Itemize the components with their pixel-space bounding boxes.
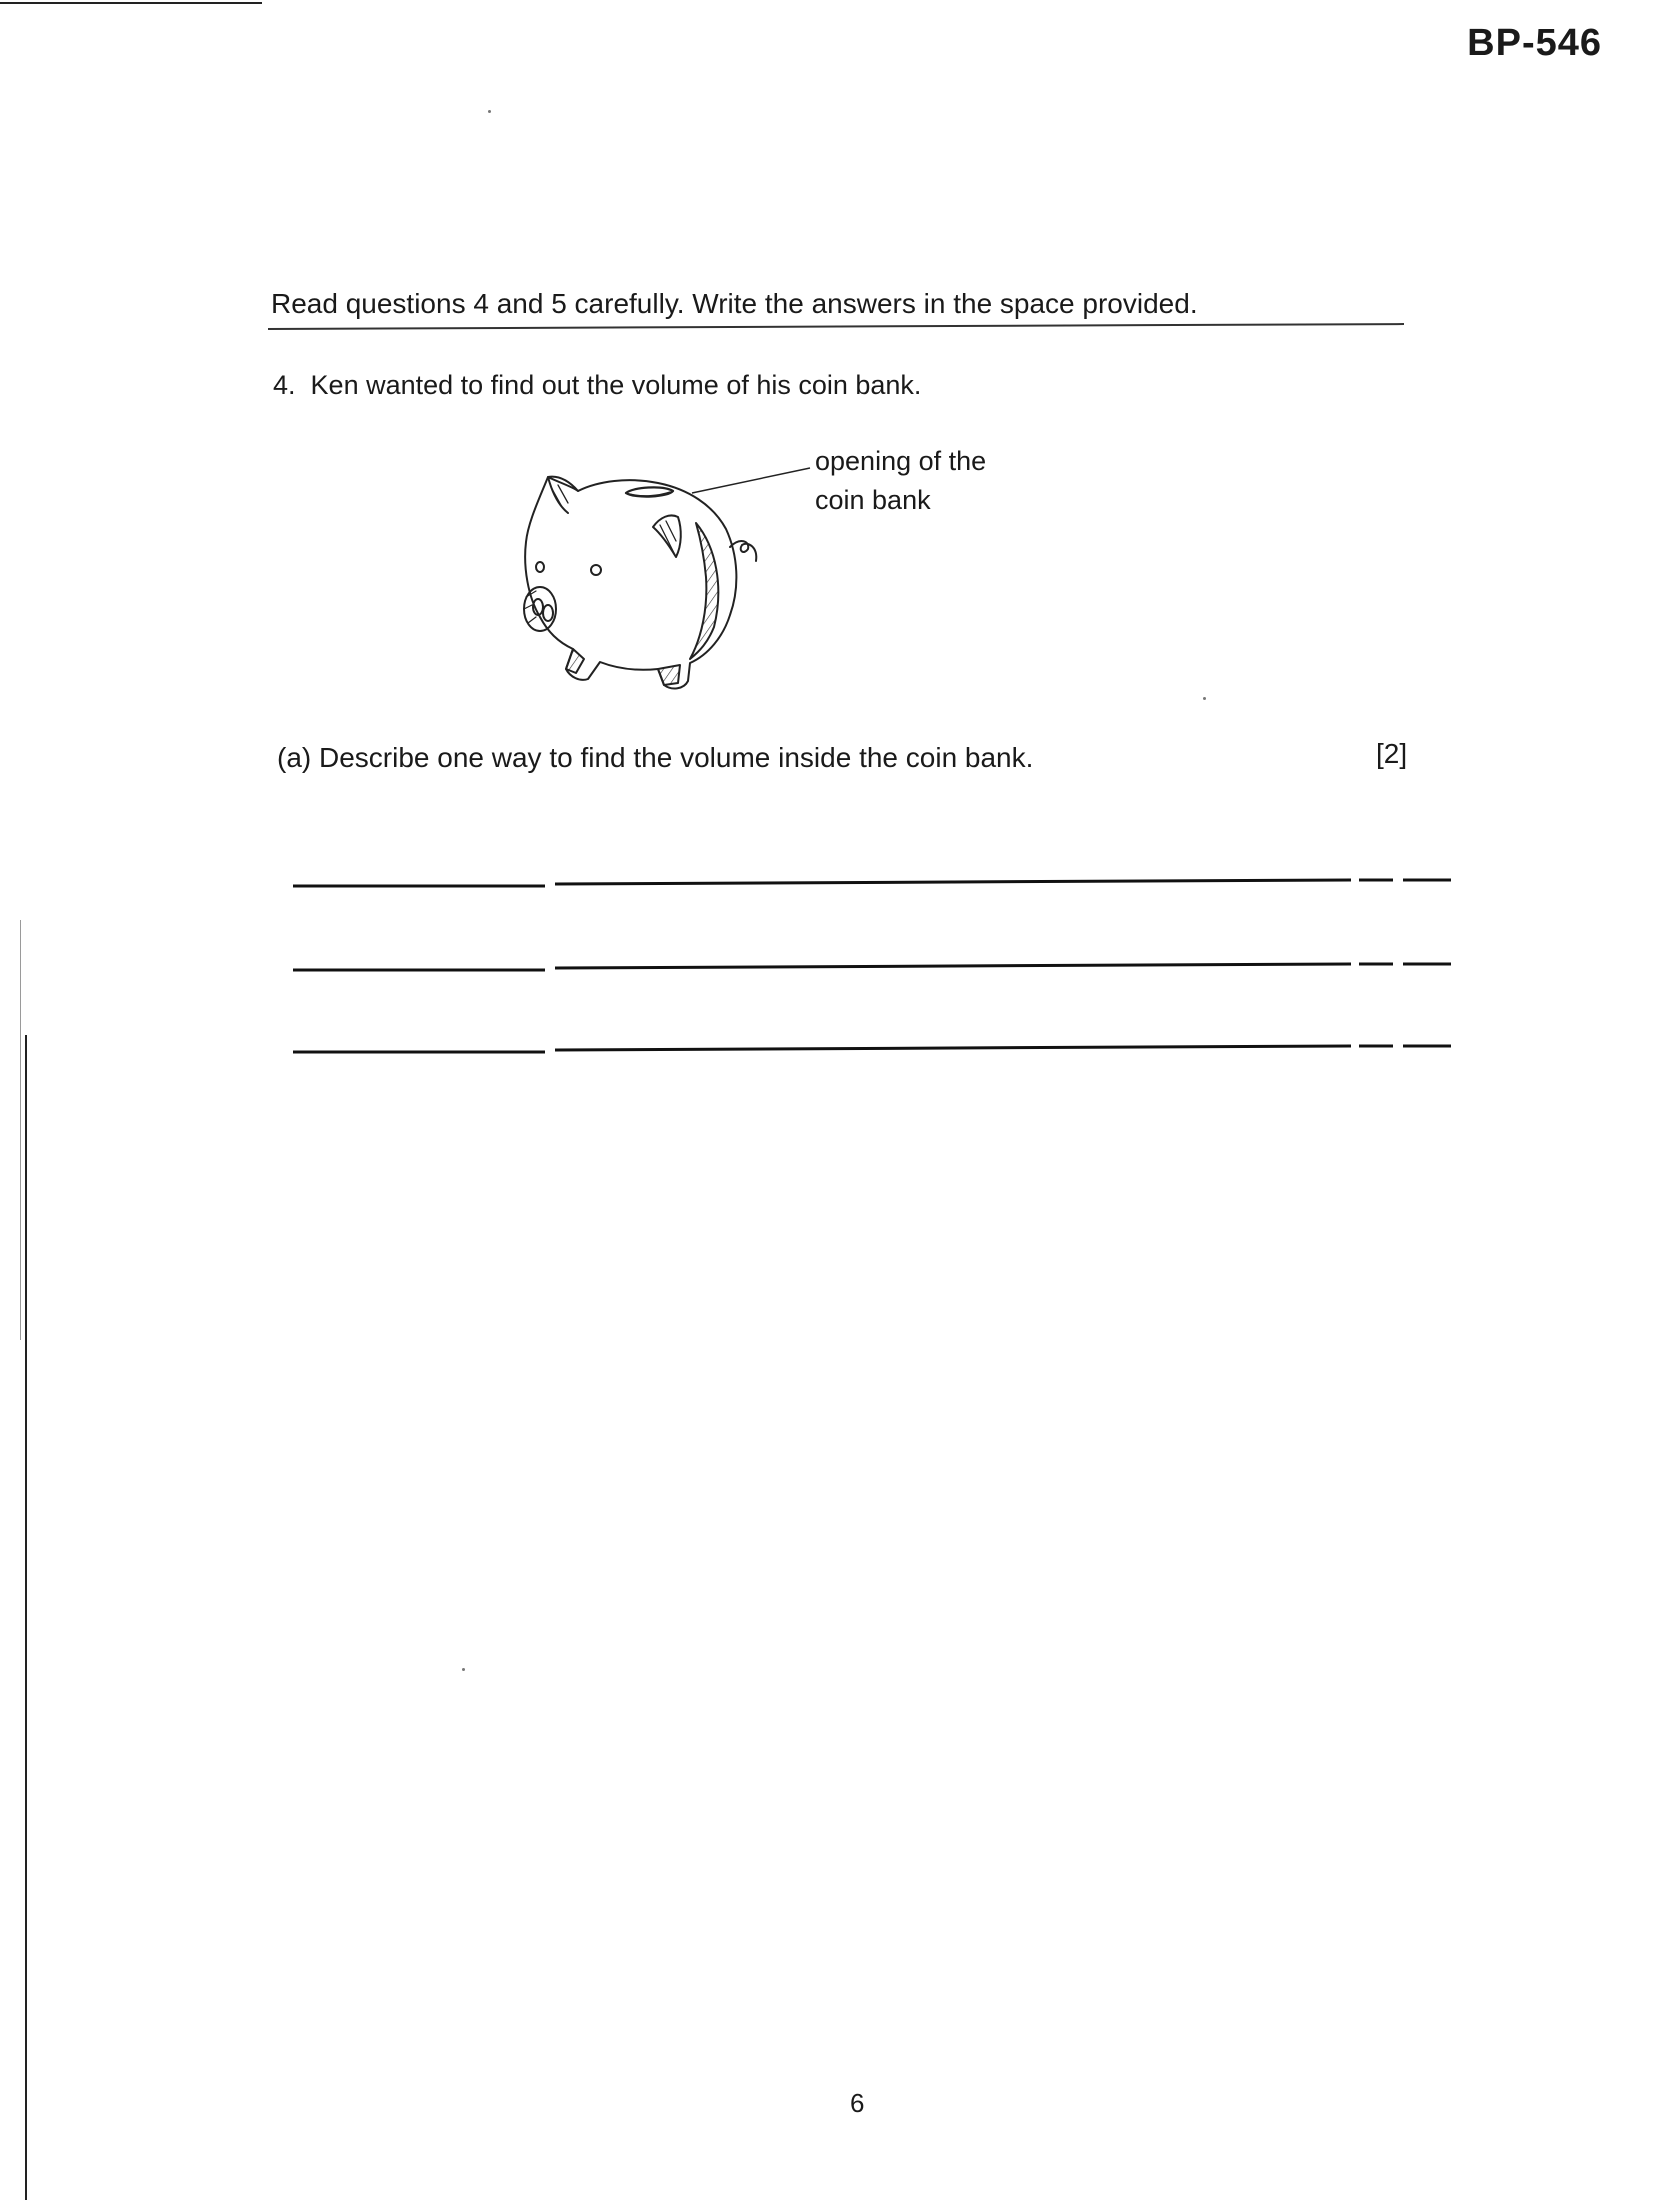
section-instructions: Read questions 4 and 5 carefully. Write the answers in the space provided. xyxy=(271,288,1198,319)
figure-label-line: opening of the xyxy=(815,446,987,476)
figure-label-opening xyxy=(815,442,1055,520)
answer-line-2[interactable] xyxy=(293,954,1453,976)
paper-code: BP-546 xyxy=(1467,22,1602,64)
scan-speck xyxy=(1203,697,1206,700)
scan-speck xyxy=(462,1668,465,1671)
figure-label-line: coin bank xyxy=(815,485,931,515)
marks-allocation: [2] xyxy=(1376,738,1408,769)
page-number: 6 xyxy=(850,2088,865,2118)
answer-line-3[interactable] xyxy=(293,1036,1453,1058)
scan-speck xyxy=(488,110,491,113)
answer-line-1[interactable] xyxy=(293,870,1453,892)
question-number: 4. xyxy=(273,370,296,400)
instructions-underline xyxy=(268,323,1404,330)
scan-edge-rule xyxy=(0,2,262,4)
question-text: Ken wanted to find out the volume of his coin bank. xyxy=(310,370,922,400)
question-4 xyxy=(273,370,921,401)
scan-margin-line xyxy=(25,1035,27,2200)
question-4a-text: (a) Describe one way to find the volume inside the coin bank. xyxy=(277,742,1034,773)
label-leader-line xyxy=(690,465,814,495)
scan-margin-mark xyxy=(20,920,21,1340)
